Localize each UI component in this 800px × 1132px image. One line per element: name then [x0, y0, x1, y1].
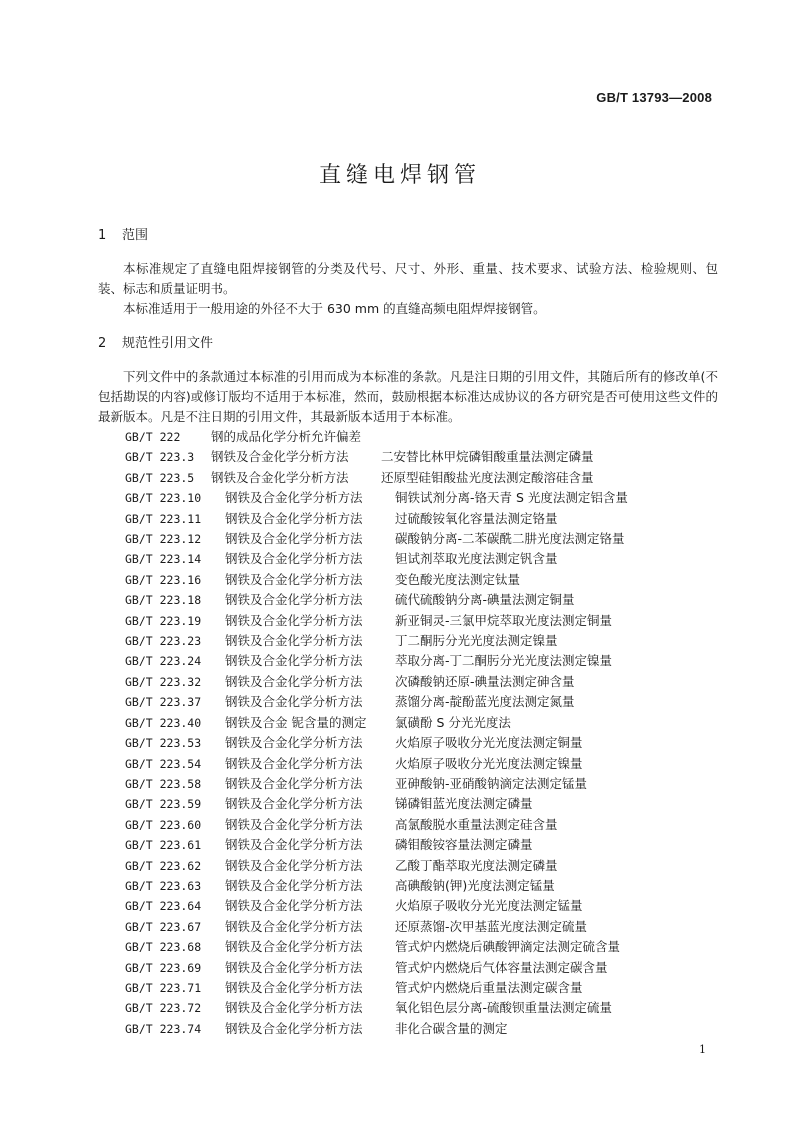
section-number: 2 [98, 336, 107, 351]
reference-title: 钢铁及合金化学分析方法 [225, 959, 363, 975]
reference-subtitle: 过硫酸铵氧化容量法测定铬量 [395, 510, 558, 526]
reference-item [125, 774, 718, 794]
reference-subtitle: 硫代硫酸钠分离-碘量法测定铜量 [395, 592, 575, 608]
reference-item [125, 815, 718, 835]
reference-title: 钢铁及合金化学分析方法 [225, 755, 363, 771]
document-title: 直缝电焊钢管 [318, 163, 481, 188]
reference-subtitle: 萃取分离-丁二酮肟分光光度法测定镍量 [395, 653, 613, 669]
reference-code: GB/T 223.14 [125, 552, 202, 567]
reference-subtitle: 磷钼酸铵容量法测定磷量 [395, 837, 533, 853]
reference-item [125, 692, 718, 712]
reference-subtitle: 高碘酸钠(钾)光度法测定锰量 [395, 877, 555, 893]
reference-title: 钢铁及合金化学分析方法 [225, 653, 363, 669]
reference-item [125, 447, 718, 467]
reference-code: GB/T 223.67 [125, 919, 202, 934]
reference-item [125, 529, 718, 549]
reference-subtitle: 蒸馏分离-靛酚蓝光度法测定氮量 [395, 694, 575, 710]
reference-subtitle: 火焰原子吸收分光光度法测定铜量 [395, 735, 583, 751]
reference-subtitle: 管式炉内燃烧后气体容量法测定碳含量 [395, 959, 608, 975]
reference-item [125, 611, 718, 631]
reference-title: 钢铁及合金化学分析方法 [211, 469, 349, 485]
reference-title: 钢铁及合金化学分析方法 [225, 939, 363, 955]
reference-title: 钢铁及合金化学分析方法 [225, 816, 363, 832]
reference-code: GB/T 223.53 [125, 736, 202, 751]
reference-title: 钢铁及合金化学分析方法 [211, 449, 349, 465]
reference-subtitle: 火焰原子吸收分光光度法测定锰量 [395, 898, 583, 914]
reference-title: 钢铁及合金化学分析方法 [225, 612, 363, 628]
reference-subtitle: 管式炉内燃烧后重量法测定碳含量 [395, 979, 583, 995]
reference-subtitle: 还原型硅钼酸盐光度法测定酸溶硅含量 [381, 469, 594, 485]
section-heading [98, 333, 718, 355]
reference-code: GB/T 223.40 [125, 715, 202, 730]
standard-number: GB/T 13793—2008 [596, 90, 712, 105]
reference-title: 钢铁及合金化学分析方法 [225, 551, 363, 567]
reference-code: GB/T 223.10 [125, 491, 202, 506]
reference-title: 钢铁及合金化学分析方法 [225, 571, 363, 587]
reference-title: 钢铁及合金化学分析方法 [225, 1000, 363, 1016]
reference-title: 钢铁及合金化学分析方法 [225, 877, 363, 893]
reference-subtitle: 丁二酮肟分光光度法测定镍量 [395, 633, 558, 649]
reference-title: 钢铁及合金 铌含量的测定 [225, 714, 367, 730]
reference-subtitle: 管式炉内燃烧后碘酸钾滴定法测定硫含量 [395, 939, 621, 955]
reference-item [125, 509, 718, 529]
reference-subtitle: 氯磺酚 S 分光光度法 [395, 714, 511, 730]
reference-subtitle: 还原蒸馏-次甲基蓝光度法测定硫量 [395, 918, 588, 934]
reference-title: 钢铁及合金化学分析方法 [225, 592, 363, 608]
reference-title: 钢铁及合金化学分析方法 [225, 857, 363, 873]
reference-title: 钢铁及合金化学分析方法 [225, 510, 363, 526]
reference-title: 钢铁及合金化学分析方法 [225, 1020, 363, 1036]
reference-item [125, 876, 718, 896]
reference-item [125, 917, 718, 937]
reference-title: 钢的成品化学分析允许偏差 [211, 429, 362, 444]
reference-subtitle: 非化合碳含量的测定 [395, 1020, 508, 1036]
section-heading [98, 225, 718, 247]
reference-code: GB/T 223.72 [125, 1001, 202, 1016]
reference-code: GB/T 223.68 [125, 940, 202, 955]
page-number: 1 [699, 1043, 706, 1056]
reference-subtitle: 碳酸钠分离-二苯碳酰二肼光度法测定铬量 [395, 531, 625, 547]
reference-subtitle: 次磷酸钠还原-碘量法测定砷含量 [395, 673, 575, 689]
paragraph: 本标准规定了直缝电阻焊接钢管的分类及代号、尺寸、外形、重量、技术要求、试验方法、检验规则、包装、标志和质量证明书。 [98, 261, 718, 296]
reference-code: GB/T 222 [125, 430, 181, 444]
reference-title: 钢铁及合金化学分析方法 [225, 633, 363, 649]
reference-code: GB/T 223.24 [125, 654, 202, 669]
reference-item [125, 468, 718, 488]
reference-title: 钢铁及合金化学分析方法 [225, 694, 363, 710]
reference-item [125, 733, 718, 753]
reference-subtitle: 高氯酸脱水重量法测定硅含量 [395, 816, 558, 832]
reference-subtitle: 新亚铜灵-三氯甲烷萃取光度法测定铜量 [395, 612, 613, 628]
reference-item [125, 794, 718, 814]
reference-code: GB/T 223.74 [125, 1021, 202, 1036]
reference-title: 钢铁及合金化学分析方法 [225, 673, 363, 689]
reference-subtitle: 变色酸光度法测定钛量 [395, 571, 521, 587]
document-body [98, 225, 718, 1039]
reference-title: 钢铁及合金化学分析方法 [225, 979, 363, 995]
reference-item [125, 1019, 718, 1039]
reference-subtitle: 氧化铝色层分离-硫酸钡重量法测定硫量 [395, 1000, 613, 1016]
reference-item [125, 631, 718, 651]
reference-code: GB/T 223.16 [125, 572, 202, 587]
reference-item [125, 672, 718, 692]
reference-item [125, 488, 718, 508]
reference-subtitle: 二安替比林甲烷磷钼酸重量法测定磷量 [381, 449, 594, 465]
reference-code: GB/T 223.69 [125, 960, 202, 975]
reference-subtitle: 火焰原子吸收分光光度法测定镍量 [395, 755, 583, 771]
reference-title: 钢铁及合金化学分析方法 [225, 796, 363, 812]
section-normative-references [98, 333, 718, 1039]
reference-code: GB/T 223.61 [125, 838, 202, 853]
reference-item [125, 570, 718, 590]
reference-code: GB/T 223.54 [125, 756, 202, 771]
reference-item [125, 549, 718, 569]
reference-title: 钢铁及合金化学分析方法 [225, 735, 363, 751]
section-title: 规范性引用文件 [122, 336, 214, 351]
reference-code: GB/T 223.19 [125, 613, 202, 628]
reference-title: 钢铁及合金化学分析方法 [225, 775, 363, 791]
reference-title: 钢铁及合金化学分析方法 [225, 837, 363, 853]
reference-title: 钢铁及合金化学分析方法 [225, 898, 363, 914]
reference-item [125, 590, 718, 610]
reference-subtitle: 锑磷钼蓝光度法测定磷量 [395, 796, 533, 812]
reference-list [98, 427, 718, 1039]
paragraph: 本标准适用于一般用途的外径不大于 630 mm 的直缝高频电阻焊焊接钢管。 [123, 301, 546, 316]
reference-item [125, 754, 718, 774]
paragraph: 下列文件中的条款通过本标准的引用而成为本标准的条款。凡是注日期的引用文件，其随后所有的修改单(不包括勘误的内容)或修订版均不适用于本标准，然而，鼓励根据本标准达成协议的各方研究是否可使用这些文件的最新版本。凡是不注日期的引用文件，其最新版本适用于本标准。 [98, 369, 718, 424]
reference-item [125, 978, 718, 998]
reference-code: GB/T 223.60 [125, 817, 202, 832]
reference-item [125, 835, 718, 855]
reference-subtitle: 亚砷酸钠-亚硝酸钠滴定法测定锰量 [395, 775, 588, 791]
reference-title: 钢铁及合金化学分析方法 [225, 490, 363, 506]
reference-subtitle: 钽试剂萃取光度法测定钒含量 [395, 551, 558, 567]
reference-code: GB/T 223.18 [125, 593, 202, 608]
reference-code: GB/T 223.11 [125, 511, 202, 526]
reference-code: GB/T 223.37 [125, 695, 202, 710]
reference-code: GB/T 223.5 [125, 470, 195, 485]
reference-subtitle: 铜铁试剂分离-铬天青 S 光度法测定铝含量 [395, 490, 628, 506]
reference-code: GB/T 223.32 [125, 674, 202, 689]
section-scope [98, 225, 718, 319]
reference-title: 钢铁及合金化学分析方法 [225, 918, 363, 934]
reference-subtitle: 乙酸丁酯萃取光度法测定磷量 [395, 857, 558, 873]
reference-item [125, 713, 718, 733]
section-number: 1 [98, 228, 107, 243]
reference-code: GB/T 223.58 [125, 776, 202, 791]
reference-code: GB/T 223.71 [125, 980, 202, 995]
reference-item [125, 937, 718, 957]
reference-item [125, 998, 718, 1018]
reference-item [125, 896, 718, 916]
reference-item [125, 427, 718, 447]
reference-item [125, 856, 718, 876]
reference-code: GB/T 223.62 [125, 858, 202, 873]
reference-code: GB/T 223.3 [125, 450, 195, 465]
section-title: 范围 [122, 228, 149, 243]
reference-code: GB/T 223.12 [125, 532, 202, 547]
reference-item [125, 651, 718, 671]
reference-title: 钢铁及合金化学分析方法 [225, 531, 363, 547]
reference-code: GB/T 223.63 [125, 878, 202, 893]
reference-code: GB/T 223.23 [125, 634, 202, 649]
reference-code: GB/T 223.59 [125, 797, 202, 812]
reference-code: GB/T 223.64 [125, 899, 202, 914]
reference-item [125, 958, 718, 978]
